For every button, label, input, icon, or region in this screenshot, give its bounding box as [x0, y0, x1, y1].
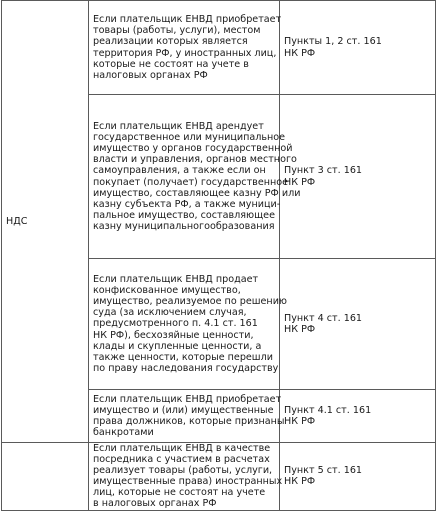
- condition-line: Если плательщик ЕНВД приобретает: [93, 14, 282, 26]
- condition-cell: [89, 443, 283, 511]
- condition-line: предусмотренного п. 4.1 ст. 161: [93, 318, 258, 330]
- condition-line: Если плательщик ЕНВД продает: [93, 274, 259, 286]
- condition-line: имущество у органов государственной: [93, 143, 293, 155]
- reference-line: НК РФ: [284, 47, 316, 59]
- condition-line: товары (работы, услуги), местом: [93, 25, 261, 37]
- reference-line: Пункт 4.1 ст. 161: [284, 404, 372, 416]
- condition-line: которые не состоят на учете в: [93, 58, 249, 70]
- condition-line: посредника с участием в расчетах: [93, 454, 270, 466]
- condition-line: имущество, составляющее казну РФ или: [93, 187, 301, 199]
- reference-line: НК РФ: [284, 324, 316, 335]
- reference-cell: [280, 443, 436, 511]
- table-row: [2, 443, 436, 511]
- condition-line: Если плательщик ЕНВД в качестве: [93, 443, 271, 454]
- table-row: [2, 1, 436, 95]
- reference-line: НК РФ: [284, 176, 316, 188]
- condition-line: пальное имущество, составляющее: [93, 209, 275, 221]
- condition-line: налоговых органах РФ: [93, 69, 208, 81]
- condition-line: НК РФ), бесхозяйные ценности,: [93, 329, 254, 341]
- tax-type-label: НДС: [6, 215, 28, 227]
- reference-line: Пункты 1, 2 ст. 161: [284, 36, 382, 48]
- condition-cell: [89, 259, 288, 390]
- vat-agent-table: [1, 0, 436, 511]
- condition-line: в налоговых органах РФ: [93, 498, 217, 510]
- condition-cell: [89, 1, 280, 95]
- reference-line: Пункт 3 ст. 161: [284, 165, 363, 177]
- condition-line: казну субъекта РФ, а также муници-: [93, 198, 281, 210]
- condition-line: государственное или муниципальное: [93, 132, 286, 144]
- condition-line: Если плательщик ЕНВД арендует: [93, 121, 264, 133]
- condition-line: казну муниципальногообразования: [93, 220, 275, 232]
- condition-line: имущественные права) иностранных: [93, 476, 283, 488]
- reference-cell: [280, 1, 436, 95]
- condition-line: реализует товары (работы, услуги,: [93, 465, 273, 477]
- condition-line: покупает (получает) государственное: [93, 176, 289, 188]
- reference-line: Пункт 5 ст. 161: [284, 465, 363, 477]
- condition-line: власти и управления, органов местного: [93, 154, 297, 166]
- condition-line: территория РФ, у иностранных лиц,: [93, 47, 277, 59]
- condition-line: имущество, реализуемое по решению: [93, 296, 288, 308]
- reference-line: Пункт 4 ст. 161: [284, 312, 363, 324]
- condition-line: Если плательщик ЕНВД приобретает: [93, 393, 282, 405]
- reference-cell: [280, 259, 436, 390]
- condition-line: реализации которых является: [93, 36, 248, 48]
- tax-type-cell-empty: [2, 443, 89, 511]
- condition-line: лиц, которые не состоят на учете: [93, 487, 266, 499]
- condition-line: права должников, которые признаны: [93, 416, 285, 427]
- condition-cell: [89, 390, 285, 443]
- condition-line: клады и скупленные ценности, а: [93, 340, 262, 352]
- reference-cell: [280, 95, 436, 259]
- condition-line: самоуправления, а также если он: [93, 165, 266, 177]
- condition-line: имущество и (или) имущественные: [93, 404, 274, 416]
- reference-line: НК РФ: [284, 416, 316, 427]
- condition-line: конфискованное имущество,: [93, 285, 241, 297]
- condition-line: банкротами: [93, 427, 154, 439]
- condition-line: по праву наследования государству: [93, 362, 279, 374]
- tax-type-cell: [2, 1, 89, 443]
- reference-line: НК РФ: [284, 476, 316, 488]
- condition-line: суда (за исключением случая,: [93, 307, 247, 319]
- condition-line: также ценности, которые перешли: [93, 351, 273, 363]
- reference-cell: [280, 390, 436, 443]
